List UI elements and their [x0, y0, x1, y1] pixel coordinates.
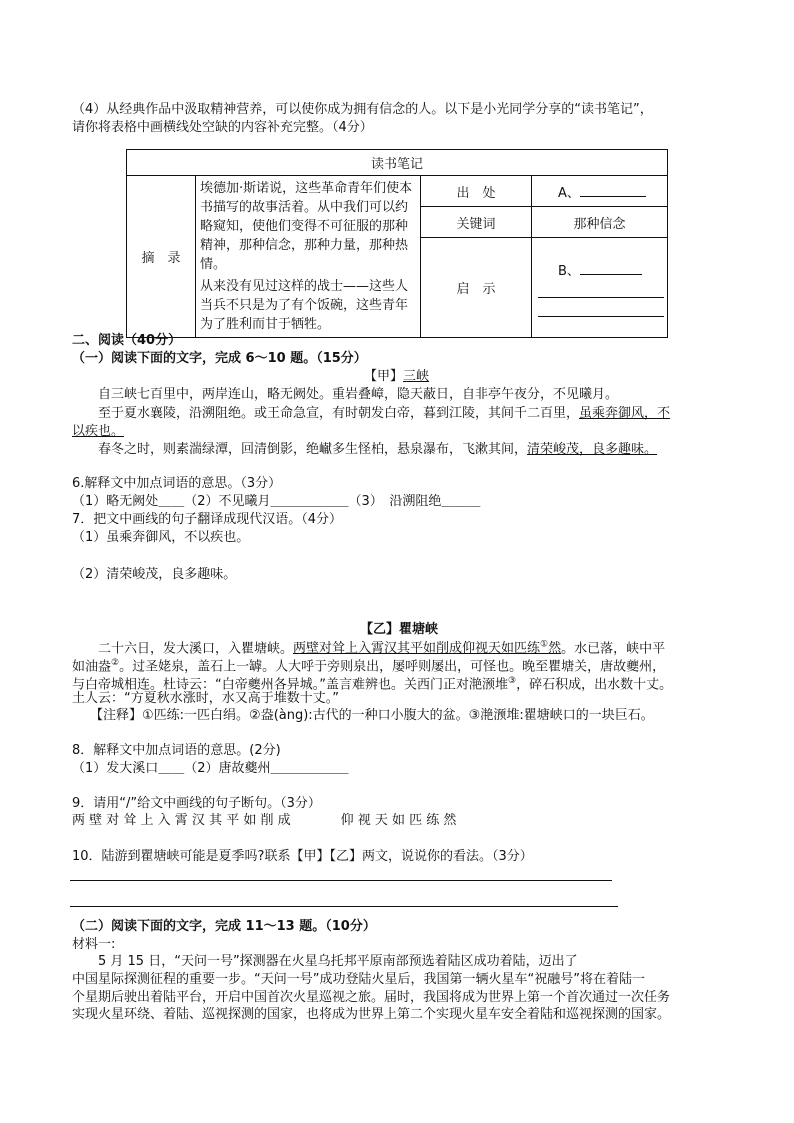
part1-heading: （一）阅读下面的文字，完成 6～10 题。（15分）: [72, 351, 367, 366]
material-1-line-3: 个星期后驶出着陆平台，开启中国首次火星巡视之旅。届时，我国将成为世界上第一个首次通过一次任务: [72, 990, 671, 1005]
part2-heading: （二）阅读下面的文字，完成 11～13 题。（10分）: [72, 919, 376, 934]
excerpt-paragraph-2: 从来没有见过这样的战士——这些人当兵不只是为了有个饭碗，这些青年为了胜利而甘于牺牲。: [200, 279, 409, 332]
section-heading: 二、阅读（40分）: [72, 333, 182, 348]
jia-p2-underlined: 虽乘奔御风，不: [579, 406, 671, 421]
reading-notes-table: [126, 149, 668, 338]
yi-p1-tail: 。水已落，峡中平: [561, 641, 666, 657]
yi-p3-text-b: ，碎石积成，出水数十丈。: [516, 677, 673, 693]
yi-p1-note-mark: ①: [540, 640, 549, 650]
jia-p3-underlined: 清荣峻茂，良多趣味。: [527, 442, 658, 457]
jia-title-name: 三峡: [403, 369, 430, 384]
yi-paragraph-4: 土人云：“方夏秋水涨时，水又高于堆数十丈。”: [72, 691, 339, 706]
keyword-label: 关键词: [421, 207, 532, 238]
q9-sentence-part-b: 仰 视 天 如 匹 练 然: [340, 813, 457, 828]
excerpt-row-label: 摘 录: [127, 176, 196, 338]
material-1-line-4: 实现火星环绕、着陆、巡视探测的国家，也将成为世界上第二个实现火星车安全着陆和巡视探测的国家。: [72, 1007, 671, 1022]
yi-p1-text: 二十六日，发大溪口，入瞿塘峡。: [98, 641, 294, 657]
q10-answer-line-1[interactable]: [70, 880, 612, 881]
yi-p2-text-b: 。过圣姥泉，盖石上一罅。人大呼于旁则泉出，屡呼则屡出，可怪也。晚至瞿塘关，唐故夔州，: [119, 659, 666, 675]
jia-paragraph-2: [98, 404, 670, 423]
q4-prompt-line1: （4）从经典作品中汲取精神营养，可以使你成为拥有信念的人。以下是小光同学分享的“读书笔记”，: [72, 102, 653, 117]
q8-prompt: 8．解释文中加点词语的意思。(2分): [72, 743, 281, 758]
jia-paragraph-2-cont: 以疾也。: [72, 424, 125, 439]
insight-answer-cell[interactable]: [532, 238, 668, 338]
keyword-value: 那种信念: [532, 207, 668, 238]
yi-p1-underlined-text: 两壁对耸上入霄汉其平如削成仰视天如匹练: [293, 641, 541, 657]
q7-prompt: 7．把文中画线的句子翻译成现代汉语。（4分）: [72, 512, 343, 527]
material-1-line-2: 中国星际探测征程的重要一步。“天问一号”成功登陆火星后，我国第一辆火星车“祝融号”将在着陆一: [72, 972, 645, 987]
q10-answer-line-2[interactable]: [70, 906, 618, 907]
q8-items[interactable]: （1）发大溪口＿＿（2）唐故夔州＿＿＿＿＿＿: [72, 761, 349, 776]
yi-p3-text-a: 与白帝城相连。杜诗云：“白帝夔州各异城。”盖言难辨也。关西门正对滟滪堆: [72, 677, 508, 693]
yi-title: 【乙】瞿塘峡: [360, 622, 439, 637]
insight-answer-blank-3[interactable]: [538, 302, 664, 317]
yi-annotation: 【注释】①匹练:一匹白绢。②盎(àng):古代的一种口小腹大的盆。③滟滪堆:瞿塘峡口的一块巨石。: [90, 708, 654, 723]
q4-prompt-line2: 请你将表格中画横线处空缺的内容补充完整。（4分）: [72, 120, 373, 135]
material-1-line-1: 5 月 15 日，“天问一号”探测器在火星乌托邦平原南部预选着陆区成功着陆，迈出了: [98, 954, 578, 969]
insight-answer-prefix: B、: [558, 264, 580, 280]
q6-items[interactable]: （1）略无阙处＿＿（2）不见曦月＿＿＿＿＿＿（3） 沿溯阻绝＿＿＿: [72, 494, 481, 509]
yi-p2-note-mark: ②: [111, 658, 120, 668]
table-title: 读书笔记: [127, 150, 668, 176]
jia-p2-text: 至于夏水襄陵，沿溯阻绝。或王命急宣，有时朝发白帝，暮到江陵，其间千二百里，: [98, 406, 580, 421]
source-answer-prefix: A、: [558, 185, 580, 201]
jia-paragraph-3: [98, 440, 657, 459]
yi-p2-text-a: 如油盎: [72, 659, 112, 675]
source-answer-cell[interactable]: [532, 176, 668, 207]
q10-prompt: 10．陆游到瞿塘峡可能是夏季吗?联系【甲】【乙】两文，说说你的看法。（3分）: [72, 849, 533, 864]
q7-item-2: （2）清荣峻茂，良多趣味。: [72, 567, 237, 582]
excerpt-paragraph-1: 埃德加·斯诺说，这些革命青年们使本书描写的故事活着。从中我们可以约略窥知，使他们变得不可征服的那种精神，那种信念，那种力量，那种热情。: [200, 181, 413, 272]
insight-answer-blank-1[interactable]: [580, 260, 642, 275]
q7-item-1: （1）虽乘奔御风，不以疾也。: [72, 530, 250, 545]
jia-paragraph-1: 自三峡七百里中，两岸连山，略无阙处。重岩叠嶂，隐天蔽日，自非亭午夜分，不见曦月。: [98, 387, 619, 402]
material-1-label: 材料一:: [72, 937, 116, 952]
q9-sentence[interactable]: [72, 811, 456, 830]
jia-title-bracket: 【甲】: [364, 369, 404, 384]
jia-p3-text: 春冬之时，则素湍绿潭，回清倒影，绝𪩘多生怪柏，悬泉瀑布，飞漱其间，: [98, 442, 528, 457]
yi-p1-underlined-end: 然: [548, 641, 562, 657]
jia-title: [364, 367, 429, 386]
yi-p3-note-mark: ③: [507, 676, 517, 686]
q9-prompt: 9．请用“/”给文中画线的句子断句。（3分）: [72, 796, 321, 811]
insight-answer-blank-2[interactable]: [538, 283, 664, 298]
excerpt-cell: [196, 176, 421, 338]
q6-prompt: 6.解释文中加点词语的意思。（3分）: [72, 476, 282, 491]
insight-label: 启 示: [421, 238, 532, 338]
source-answer-blank[interactable]: [580, 182, 646, 197]
source-label: 出 处: [421, 176, 532, 207]
q9-sentence-part-a: 两 壁 对 耸 上 入 霄 汉 其 平 如 削 成: [72, 813, 291, 828]
